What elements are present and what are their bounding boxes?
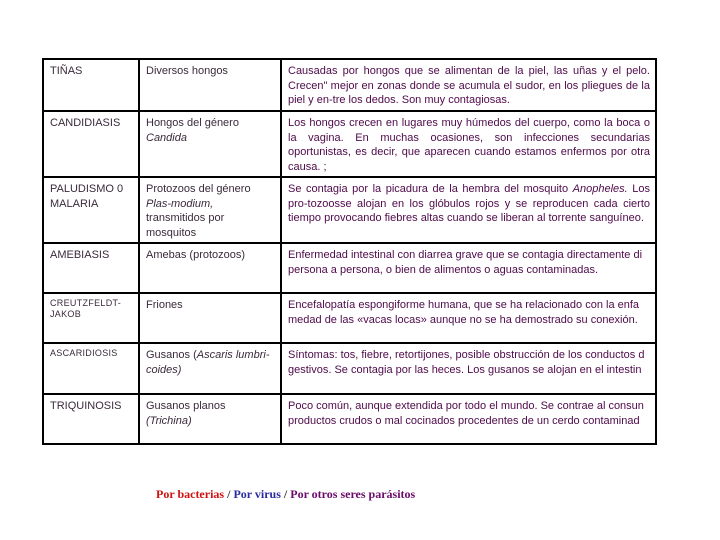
description: Encefalopatía espongiforme humana, que se ha relacionado con la enfa medad de las «vacas locas» aunque no se ha demostrado su conexión.: [281, 293, 656, 343]
table-row: [43, 293, 656, 343]
agent-genus: Ascaris lumbri-coides): [146, 349, 270, 376]
description-text: Los pro-tozoosse alojan en los glóbulos rojos y se reproducen cada cierto tiempo provocando fiebres altas cuando se liberan al torrente sanguíneo.: [288, 183, 650, 224]
diseases-table: [42, 58, 657, 445]
agent-genus: (Trichina): [146, 414, 192, 427]
agent: [139, 343, 281, 394]
agent: Diversos hongos: [139, 59, 281, 111]
description: Síntomas: tos, fiebre, retortijones, posible obstrucción de los conductos d gestivos. Se contagia por las heces. Los gusanos se alojan en el intestin: [281, 343, 656, 394]
agent-text: transmitidos por mosquitos: [146, 212, 225, 239]
agent-genus: Plas-modium,: [146, 197, 214, 210]
agent-text: Hongos del género: [146, 117, 239, 129]
agent-text: Protozoos del género: [146, 183, 251, 195]
disease-name: TIÑAS: [43, 59, 139, 111]
description-italic: Anopheles.: [572, 183, 628, 195]
description: Causadas por hongos que se alimentan de la piel, las uñas y el pelo. Crecen" mejor en zonas donde se acumula el sudor, en los pliegues de la piel y en-tre los dedos. Son muy contagiosas.: [281, 59, 656, 111]
agent: Amebas (protozoos): [139, 243, 281, 293]
agent-text: Gusanos planos: [146, 400, 226, 412]
legend-bacteria: Por bacterias: [156, 487, 225, 501]
agent: [139, 111, 281, 177]
description: Los hongos crecen en lugares muy húmedos del cuerpo, como la boca o la vagina. En muchas ocasiones, son infecciones secundarias oportunistas, es decir, que aparecen cuando estamos enfermos por otra causa. ;: [281, 111, 656, 177]
legend: [156, 487, 415, 502]
table-row: [43, 111, 656, 177]
disease-name: CREUTZFELDT-JAKOB: [43, 293, 139, 343]
legend-virus: Por virus: [233, 487, 281, 501]
disease-name: AMEBIASIS: [43, 243, 139, 293]
legend-parasites: Por otros seres parásitos: [290, 487, 416, 501]
table-row: [43, 343, 656, 394]
legend-separator: /: [280, 487, 291, 501]
agent: [139, 394, 281, 444]
agent-text: Gusanos (: [146, 349, 197, 361]
description: [281, 177, 656, 243]
description-text: Se contagia por la picadura de la hembra del mosquito: [288, 183, 573, 195]
description: Enfermedad intestinal con diarrea grave que se contagia directamente di persona a persona, o bien de alimentos o aguas contaminadas.: [281, 243, 656, 293]
table-row: [43, 177, 656, 243]
disease-name: CANDIDIASIS: [43, 111, 139, 177]
legend-separator: /: [224, 487, 234, 501]
agent: Friones: [139, 293, 281, 343]
disease-name: ASCARIDIOSIS: [43, 343, 139, 394]
table-row: [43, 243, 656, 293]
disease-name: PALUDISMO 0 MALARIA: [43, 177, 139, 243]
table-row: [43, 59, 656, 111]
table-row: [43, 394, 656, 444]
description: Poco común, aunque extendida por todo el mundo. Se contrae al consun productos crudos o mal cocinados procedentes de un cerdo contaminad: [281, 394, 656, 444]
agent-genus: Candida: [146, 131, 187, 144]
disease-name: TRIQUINOSIS: [43, 394, 139, 444]
agent: [139, 177, 281, 243]
